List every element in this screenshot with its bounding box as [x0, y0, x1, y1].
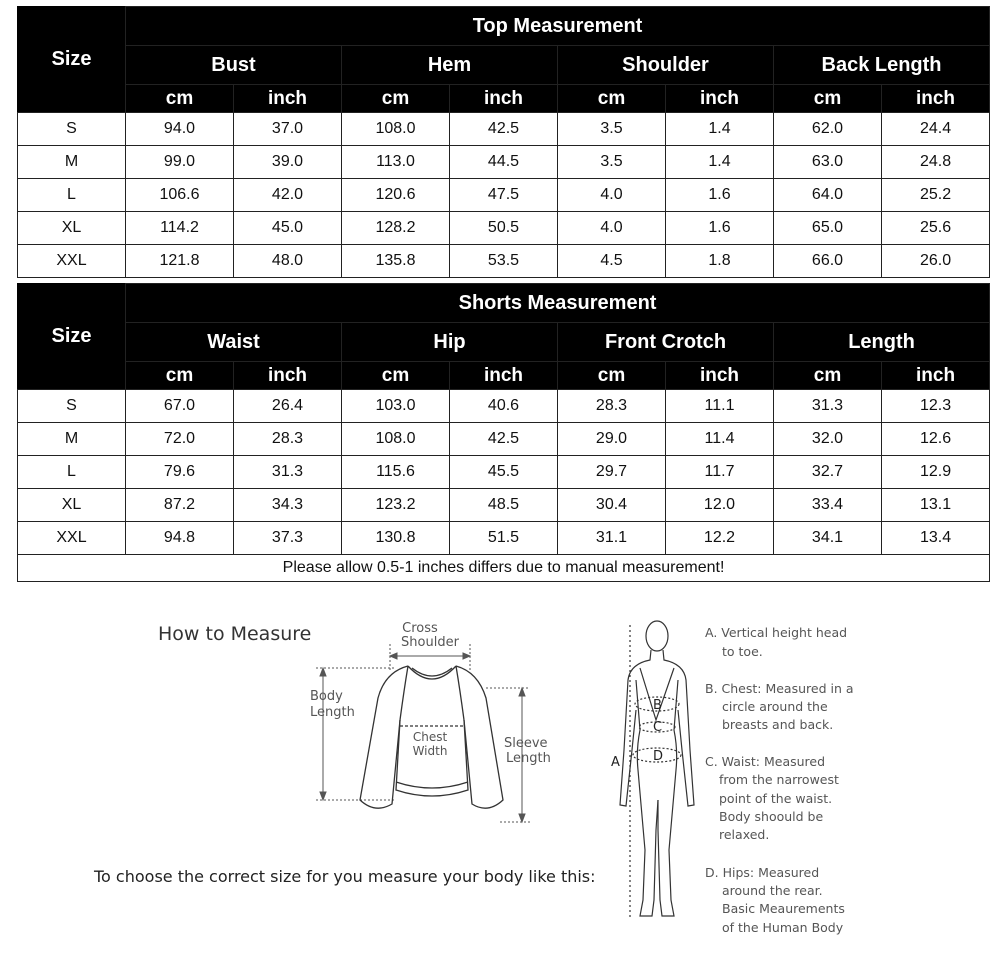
value-cell: 67.0	[126, 390, 234, 423]
note-b-line-1: B. Chest: Measured in a	[705, 681, 854, 696]
table-row	[18, 212, 990, 245]
measurement-note: Please allow 0.5-1 inches differs due to manual measurement!	[18, 555, 990, 582]
value-cell: 99.0	[126, 146, 234, 179]
unit-header-row	[18, 362, 990, 390]
value-cell: 1.6	[666, 212, 774, 245]
size-cell: XXL	[18, 522, 126, 555]
unit-header: cm	[774, 362, 882, 390]
value-cell: 42.5	[450, 113, 558, 146]
unit-header: cm	[558, 362, 666, 390]
sleeve-length-label-2: Length	[506, 751, 551, 766]
value-cell: 51.5	[450, 522, 558, 555]
unit-header: inch	[666, 362, 774, 390]
size-header: Size	[18, 284, 126, 390]
size-cell: XXL	[18, 245, 126, 278]
value-cell: 29.7	[558, 456, 666, 489]
unit-header: inch	[666, 85, 774, 113]
value-cell: 11.1	[666, 390, 774, 423]
table-title: Shorts Measurement	[126, 284, 990, 323]
table-row	[18, 489, 990, 522]
value-cell: 48.5	[450, 489, 558, 522]
value-cell: 1.8	[666, 245, 774, 278]
value-cell: 87.2	[126, 489, 234, 522]
table-row	[18, 179, 990, 212]
value-cell: 1.4	[666, 146, 774, 179]
note-c-line-5: relaxed.	[719, 827, 770, 842]
value-cell: 12.2	[666, 522, 774, 555]
body-length-arrow	[316, 668, 395, 800]
sleeve-length-label-1: Sleeve	[504, 736, 548, 751]
value-cell: 63.0	[774, 146, 882, 179]
value-cell: 1.6	[666, 179, 774, 212]
group-header: Bust	[126, 46, 342, 85]
figure-letter-b: B	[653, 698, 662, 713]
note-b-line-3: breasts and back.	[722, 717, 834, 732]
group-header-row	[18, 323, 990, 362]
value-cell: 30.4	[558, 489, 666, 522]
unit-header: inch	[450, 362, 558, 390]
value-cell: 34.1	[774, 522, 882, 555]
value-cell: 1.4	[666, 113, 774, 146]
unit-header: inch	[234, 85, 342, 113]
note-a-line-1: A. Vertical height head	[705, 625, 848, 640]
value-cell: 42.0	[234, 179, 342, 212]
value-cell: 33.4	[774, 489, 882, 522]
value-cell: 39.0	[234, 146, 342, 179]
note-d-line-2: around the rear.	[722, 883, 823, 898]
group-header: Shoulder	[558, 46, 774, 85]
note-c-line-2: from the narrowest	[719, 772, 839, 787]
note-a-line-2: to toe.	[722, 644, 763, 659]
value-cell: 45.0	[234, 212, 342, 245]
value-cell: 72.0	[126, 423, 234, 456]
instruction-text: To choose the correct size for you measure your body like this:	[94, 867, 596, 886]
unit-header-row	[18, 85, 990, 113]
value-cell: 130.8	[342, 522, 450, 555]
table-row	[18, 245, 990, 278]
value-cell: 106.6	[126, 179, 234, 212]
value-cell: 47.5	[450, 179, 558, 212]
chest-width-label-2: Width	[412, 744, 448, 758]
value-cell: 24.4	[882, 113, 990, 146]
value-cell: 50.5	[450, 212, 558, 245]
group-header: Length	[774, 323, 990, 362]
value-cell: 103.0	[342, 390, 450, 423]
value-cell: 62.0	[774, 113, 882, 146]
value-cell: 25.2	[882, 179, 990, 212]
table-row	[18, 423, 990, 456]
unit-header: cm	[774, 85, 882, 113]
unit-header: cm	[126, 362, 234, 390]
body-length-label-1: Body	[310, 689, 343, 704]
group-header: Back Length	[774, 46, 990, 85]
value-cell: 114.2	[126, 212, 234, 245]
unit-header: cm	[126, 85, 234, 113]
note-c-line-3: point of the waist.	[719, 791, 833, 806]
value-cell: 42.5	[450, 423, 558, 456]
guide-title: How to Measure	[158, 623, 312, 645]
unit-header: inch	[882, 85, 990, 113]
value-cell: 113.0	[342, 146, 450, 179]
value-cell: 48.0	[234, 245, 342, 278]
group-header: Front Crotch	[558, 323, 774, 362]
value-cell: 25.6	[882, 212, 990, 245]
unit-header: inch	[882, 362, 990, 390]
value-cell: 26.0	[882, 245, 990, 278]
value-cell: 13.4	[882, 522, 990, 555]
unit-header: cm	[558, 85, 666, 113]
value-cell: 4.0	[558, 212, 666, 245]
value-cell: 79.6	[126, 456, 234, 489]
value-cell: 53.5	[450, 245, 558, 278]
group-header: Hip	[342, 323, 558, 362]
note-d-line-4: of the Human Body	[722, 920, 844, 935]
size-cell: L	[18, 179, 126, 212]
figure-letter-d: D	[653, 749, 664, 764]
value-cell: 66.0	[774, 245, 882, 278]
value-cell: 94.8	[126, 522, 234, 555]
table-row	[18, 390, 990, 423]
table-row	[18, 113, 990, 146]
value-cell: 31.3	[774, 390, 882, 423]
human-figure-icon	[620, 621, 694, 918]
size-cell: M	[18, 146, 126, 179]
note-b-line-2: circle around the	[722, 699, 828, 714]
table-title: Top Measurement	[126, 7, 990, 46]
value-cell: 4.5	[558, 245, 666, 278]
value-cell: 28.3	[234, 423, 342, 456]
chest-width-label-1: Chest	[412, 730, 448, 744]
value-cell: 12.9	[882, 456, 990, 489]
value-cell: 12.0	[666, 489, 774, 522]
value-cell: 31.3	[234, 456, 342, 489]
size-cell: S	[18, 113, 126, 146]
value-cell: 3.5	[558, 113, 666, 146]
body-length-label-2: Length	[310, 705, 355, 720]
group-header-row	[18, 46, 990, 85]
value-cell: 12.6	[882, 423, 990, 456]
value-cell: 65.0	[774, 212, 882, 245]
unit-header: cm	[342, 85, 450, 113]
size-cell: S	[18, 390, 126, 423]
size-header: Size	[18, 7, 126, 113]
how-to-measure-diagram	[0, 600, 1000, 960]
value-cell: 3.5	[558, 146, 666, 179]
value-cell: 37.3	[234, 522, 342, 555]
table-row	[18, 522, 990, 555]
value-cell: 120.6	[342, 179, 450, 212]
table-row	[18, 456, 990, 489]
value-cell: 40.6	[450, 390, 558, 423]
value-cell: 11.4	[666, 423, 774, 456]
size-cell: L	[18, 456, 126, 489]
value-cell: 34.3	[234, 489, 342, 522]
top-table-body	[18, 113, 990, 278]
value-cell: 4.0	[558, 179, 666, 212]
size-cell: XL	[18, 212, 126, 245]
value-cell: 94.0	[126, 113, 234, 146]
value-cell: 64.0	[774, 179, 882, 212]
value-cell: 44.5	[450, 146, 558, 179]
unit-header: cm	[342, 362, 450, 390]
table-row	[18, 146, 990, 179]
value-cell: 26.4	[234, 390, 342, 423]
shorts-measurement-table	[17, 283, 990, 582]
figure-letter-a: A	[611, 755, 620, 770]
value-cell: 11.7	[666, 456, 774, 489]
figure-letter-c: C	[653, 720, 663, 735]
value-cell: 45.5	[450, 456, 558, 489]
unit-header: inch	[450, 85, 558, 113]
value-cell: 108.0	[342, 113, 450, 146]
value-cell: 28.3	[558, 390, 666, 423]
value-cell: 115.6	[342, 456, 450, 489]
note-c-line-4: Body shoould be	[719, 809, 824, 824]
cross-shoulder-label-1: Cross	[402, 621, 438, 636]
value-cell: 32.7	[774, 456, 882, 489]
cross-shoulder-label-2: Shoulder	[401, 635, 459, 650]
size-cell: XL	[18, 489, 126, 522]
value-cell: 29.0	[558, 423, 666, 456]
value-cell: 31.1	[558, 522, 666, 555]
value-cell: 128.2	[342, 212, 450, 245]
group-header: Hem	[342, 46, 558, 85]
shorts-table-body	[18, 390, 990, 555]
note-d-line-3: Basic Meaurements	[722, 901, 845, 916]
value-cell: 13.1	[882, 489, 990, 522]
value-cell: 108.0	[342, 423, 450, 456]
value-cell: 32.0	[774, 423, 882, 456]
value-cell: 24.8	[882, 146, 990, 179]
value-cell: 121.8	[126, 245, 234, 278]
value-cell: 37.0	[234, 113, 342, 146]
value-cell: 12.3	[882, 390, 990, 423]
size-cell: M	[18, 423, 126, 456]
note-c-line-1: C. Waist: Measured	[705, 754, 826, 769]
top-measurement-table	[17, 6, 990, 278]
note-d-line-1: D. Hips: Measured	[705, 865, 820, 880]
group-header: Waist	[126, 323, 342, 362]
value-cell: 123.2	[342, 489, 450, 522]
unit-header: inch	[234, 362, 342, 390]
value-cell: 135.8	[342, 245, 450, 278]
measure-notes	[705, 625, 854, 935]
